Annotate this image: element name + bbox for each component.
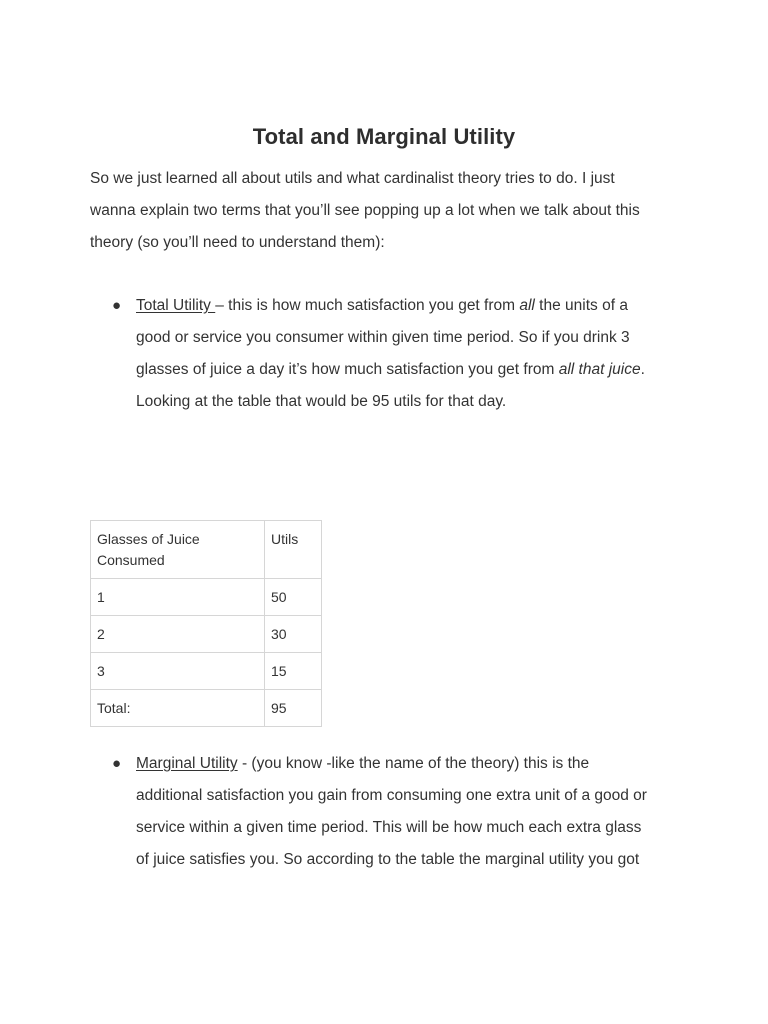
bullet-line: [111, 354, 711, 386]
juice-utils-table: [90, 520, 322, 727]
bullet-marginal-utility: [111, 748, 711, 876]
page-title: Total and Marginal Utility: [252, 124, 516, 149]
bullet-line: additional satisfaction you gain from consuming one extra unit of a good or: [136, 787, 647, 804]
text-segment: the units of a: [534, 297, 628, 314]
bullet-icon: ●: [112, 297, 122, 314]
table-row: [91, 653, 322, 690]
bullet-line: [111, 748, 711, 780]
table-header-row: [91, 521, 322, 579]
cell-total-utils: 95: [265, 690, 322, 727]
table-row: [91, 579, 322, 616]
intro-line: So we just learned all about utils and what cardinalist theory tries to do. I just: [90, 170, 615, 187]
emphasis-all: all: [519, 297, 535, 314]
header-cell-glasses: [91, 521, 265, 579]
bullet-line: good or service you consumer within given time period. So if you drink 3: [136, 329, 630, 346]
bullet-icon: ●: [112, 755, 122, 772]
text-segment: glasses of juice a day it’s how much satisfaction you get from: [136, 361, 559, 378]
cell-glasses: 1: [91, 579, 265, 616]
header-text: Glasses of Juice: [97, 531, 200, 547]
cell-glasses: 2: [91, 616, 265, 653]
bullet-line: [111, 290, 711, 322]
cell-utils: 15: [265, 653, 322, 690]
header-cell-utils: Utils: [265, 521, 322, 579]
intro-paragraph: [90, 163, 690, 259]
intro-line: theory (so you’ll need to understand them):: [90, 234, 385, 251]
intro-line: wanna explain two terms that you’ll see popping up a lot when we talk about this: [90, 202, 640, 219]
table-row: [91, 690, 322, 727]
term-total-utility: Total Utility: [136, 297, 216, 314]
text-segment: – this is how much satisfaction you get from: [215, 297, 520, 314]
bullet-line: service within a given time period. This will be how much each extra glass: [136, 819, 642, 836]
cell-utils: 50: [265, 579, 322, 616]
emphasis-all-that-juice: all that juice: [558, 361, 641, 378]
bullet-line: Looking at the table that would be 95 utils for that day.: [136, 393, 507, 410]
header-text: Consumed: [97, 552, 165, 568]
bullet-total-utility: [111, 290, 711, 418]
text-segment: - (you know -like the name of the theory) this is the: [237, 755, 590, 772]
cell-total-label: Total:: [91, 690, 265, 727]
cell-utils: 30: [265, 616, 322, 653]
cell-glasses: 3: [91, 653, 265, 690]
bullet-line: of juice satisfies you. So according to the table the marginal utility you got: [136, 851, 640, 868]
term-marginal-utility: Marginal Utility: [136, 755, 238, 772]
table-row: [91, 616, 322, 653]
text-segment: .: [640, 361, 645, 378]
